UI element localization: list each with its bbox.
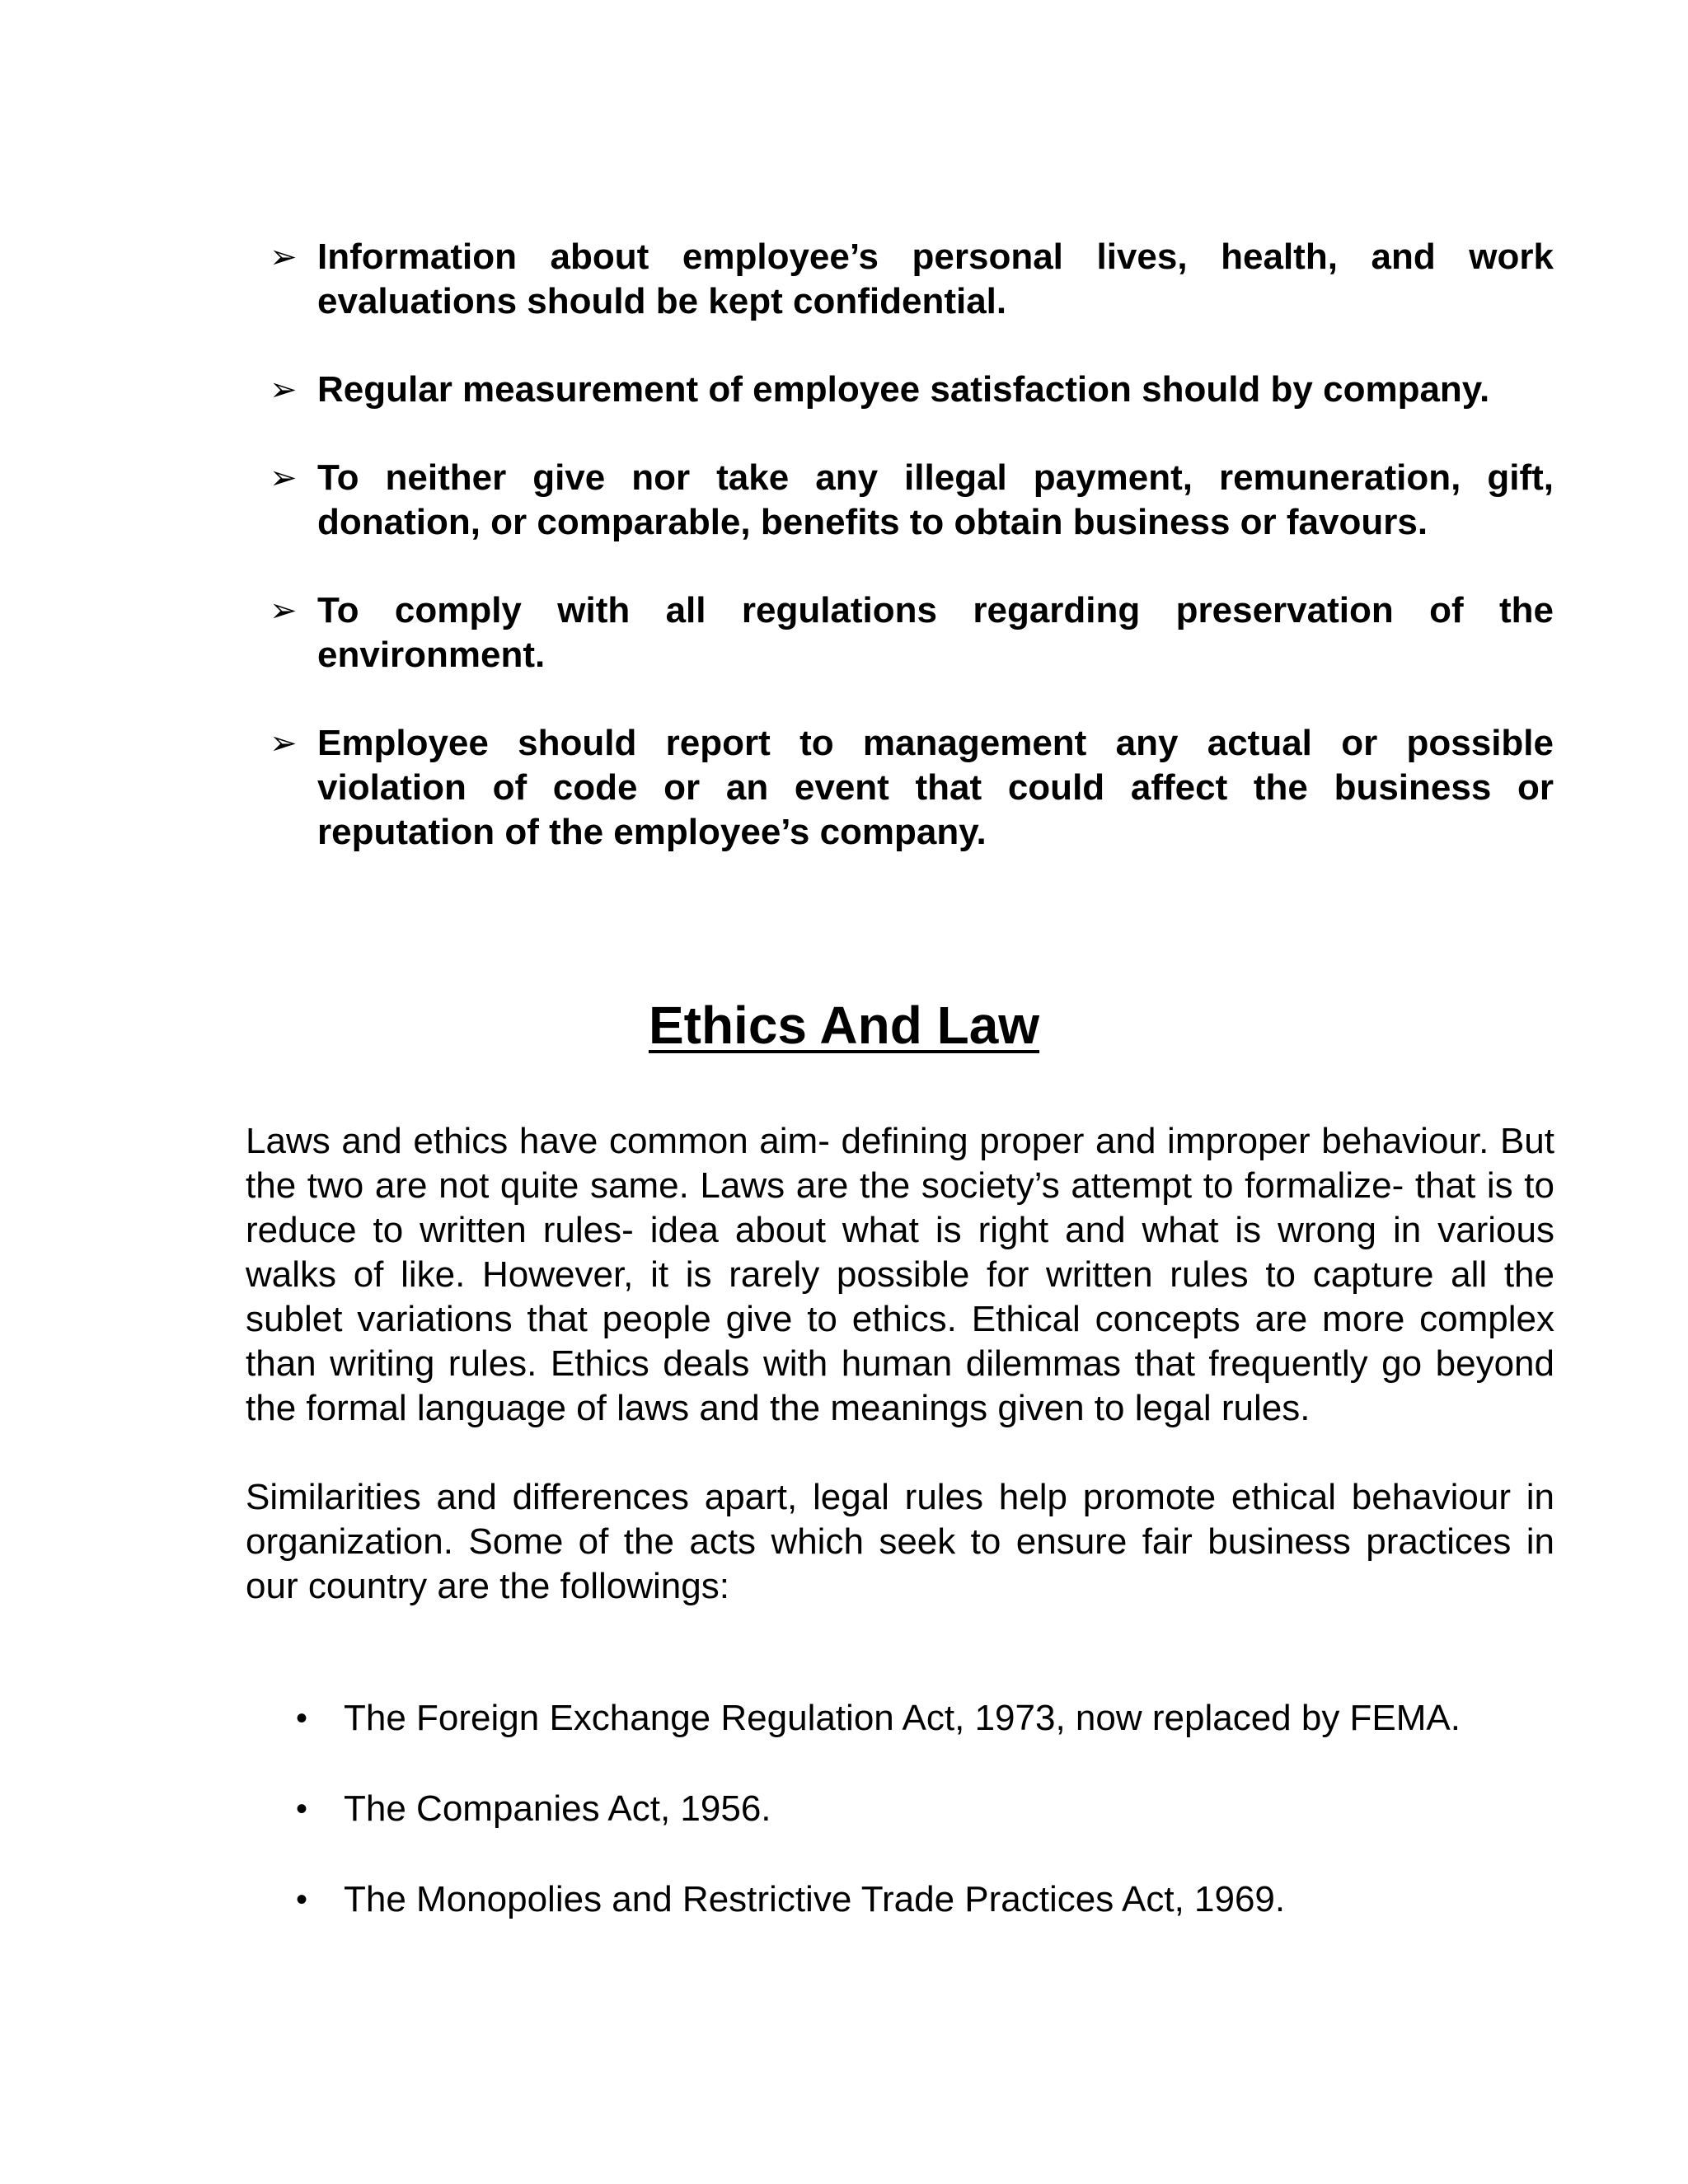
list-item-text: The Monopolies and Restrictive Trade Practices Act, 1969. xyxy=(344,1879,1286,1919)
arrow-bullet-icon: ➢ xyxy=(270,460,298,496)
section-heading xyxy=(0,994,1688,1057)
arrow-bullet-icon: ➢ xyxy=(270,372,298,408)
list-item xyxy=(268,721,1554,855)
list-item xyxy=(268,588,1554,677)
list-item xyxy=(293,1787,1554,1831)
list-item-text: The Foreign Exchange Regulation Act, 1973, now replaced by FEMA. xyxy=(344,1698,1461,1738)
list-item-text: Information about employee’s personal lives, health, and work evaluations should be kept confidential. xyxy=(317,237,1554,321)
list-item xyxy=(293,1877,1554,1922)
arrow-bullet-icon: ➢ xyxy=(270,239,298,275)
bullet-dot-icon: • xyxy=(296,1700,308,1736)
arrow-bullet-icon: ➢ xyxy=(270,593,298,629)
list-item xyxy=(293,1696,1554,1741)
list-item-text: The Companies Act, 1956. xyxy=(344,1788,771,1829)
paragraph: Similarities and differences apart, legal rules help promote ethical behaviour in organization. Some of the acts which seek to ensure fair business practices in our country are the followings: xyxy=(246,1477,1554,1606)
list-item xyxy=(268,235,1554,324)
list-item-text: To neither give nor take any illegal payment, remuneration, gift, donation, or comparable, benefits to obtain business or favours. xyxy=(317,457,1554,542)
bullet-dot-icon: • xyxy=(296,1882,308,1918)
list-item xyxy=(268,456,1554,545)
arrow-bullet-icon: ➢ xyxy=(270,725,298,762)
section-heading-text: Ethics And Law xyxy=(648,996,1040,1055)
bullet-dot-icon: • xyxy=(296,1791,308,1827)
acts-list xyxy=(293,1696,1554,1968)
list-item xyxy=(268,368,1554,412)
list-item-text: Employee should report to management any actual or possible violation of code or an event that could affect the business or reputation of the employee’s company. xyxy=(317,723,1554,852)
list-item-text: To comply with all regulations regarding preservation of the environment. xyxy=(317,590,1554,675)
paragraph: Laws and ethics have common aim- defining proper and improper behaviour. But the two are not quite same. Laws are the society’s attempt to formalize- that is to reduce to written rules- idea about what is right and what is wrong in various walks of like. However, it is rarely possible for written rules to capture all the sublet variations that people give to ethics. Ethical concepts are more complex than writing rules. Ethics deals with human dilemmas that frequently go beyond the formal language of laws and the meanings given to legal rules. xyxy=(246,1121,1554,1428)
list-item-text: Regular measurement of employee satisfaction should by company. xyxy=(317,369,1490,410)
code-of-conduct-list xyxy=(268,235,1554,898)
